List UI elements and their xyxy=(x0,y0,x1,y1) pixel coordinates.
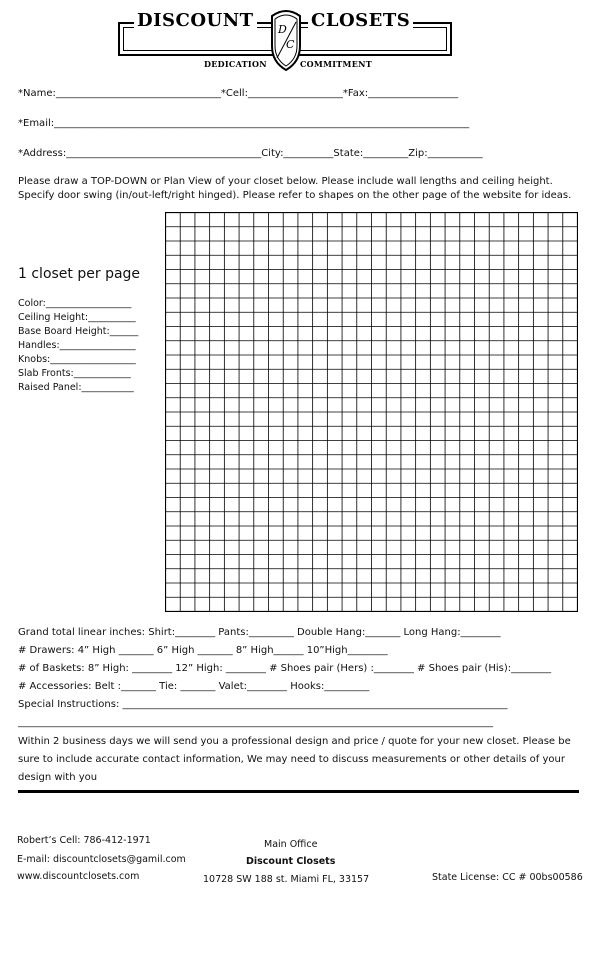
slab-fronts-field[interactable]: Slab Fronts:____________ xyxy=(18,368,131,379)
special-instructions-line-2[interactable]: _______________________________________________________________________________________________ xyxy=(18,717,493,728)
logo-tagline-dedication: DEDICATION xyxy=(204,59,267,69)
footer-company-name: Discount Closets xyxy=(246,856,336,867)
accessories-field[interactable]: # Accessories: Belt :_______ Tie: _______ Valet:________ Hooks:_________ xyxy=(18,681,370,692)
logo-word-discount: DISCOUNT xyxy=(134,12,257,30)
color-field[interactable]: Color:__________________ xyxy=(18,298,132,309)
footer-cell: Robert’s Cell: 786-412-1971 xyxy=(17,835,151,846)
monogram-letter-d: D xyxy=(278,23,287,36)
footer-office-label: Main Office xyxy=(264,839,318,850)
address-field[interactable]: *Address:_______________________________________City:__________State:_________Zip:___________ xyxy=(18,148,483,159)
knobs-field[interactable]: Knobs:__________________ xyxy=(18,354,136,365)
closing-text-line-1: Within 2 business days we will send you a professional design and price / quote for your new closet. Please be xyxy=(18,736,571,747)
handles-field[interactable]: Handles:________________ xyxy=(18,340,136,351)
closing-text-line-2: sure to include accurate contact information, We may need to discuss measurements or other details of your xyxy=(18,754,565,765)
email-field[interactable]: *Email:___________________________________________________________________________________ xyxy=(18,118,470,129)
closet-drawing-grid[interactable] xyxy=(165,212,578,612)
ceiling-height-field[interactable]: Ceiling Height:__________ xyxy=(18,312,136,323)
raised-panel-field[interactable]: Raised Panel:___________ xyxy=(18,382,134,393)
logo-tagline-commitment: COMMITMENT xyxy=(300,59,372,69)
drawing-instructions-line-2: Specify door swing (in/out-left/right hinged). Please refer to shapes on the other page of the website for ideas. xyxy=(18,190,572,201)
closet-per-page-heading: 1 closet per page xyxy=(18,266,141,282)
baskets-shoes-field[interactable]: # of Baskets: 8” High: ________ 12” High: ________ # Shoes pair (Hers) :________ # Shoes pair (His):________ xyxy=(18,663,552,674)
logo-word-closets: CLOSETS xyxy=(308,12,413,30)
discount-closets-logo xyxy=(118,6,452,72)
closing-text-line-3: design with you xyxy=(18,772,98,783)
base-board-height-field[interactable]: Base Board Height:______ xyxy=(18,326,139,337)
footer-address: 10728 SW 188 st. Miami FL, 33157 xyxy=(203,874,370,885)
name-cell-fax-field[interactable]: *Name:_________________________________*Cell:___________________*Fax:__________________ xyxy=(18,88,459,99)
drawing-instructions-line-1: Please draw a TOP-DOWN or Plan View of your closet below. Please include wall lengths and ceiling height. xyxy=(18,176,553,187)
special-instructions-field[interactable]: Special Instructions: _____________________________________________________________________________ xyxy=(18,699,508,710)
section-divider xyxy=(18,790,579,793)
drawers-field[interactable]: # Drawers: 4” High _______ 6” High _______ 8” High______ 10”High________ xyxy=(18,645,388,656)
monogram-letter-c: C xyxy=(286,38,295,51)
footer-email[interactable]: E-mail: discountclosets@gamil.com xyxy=(17,854,186,865)
footer-license: State License: CC # 00bs00586 xyxy=(432,872,583,883)
footer-website[interactable]: www.discountclosets.com xyxy=(17,871,140,882)
linear-inches-field[interactable]: Grand total linear inches: Shirt:________ Pants:_________ Double Hang:_______ Long Hang:________ xyxy=(18,627,501,638)
